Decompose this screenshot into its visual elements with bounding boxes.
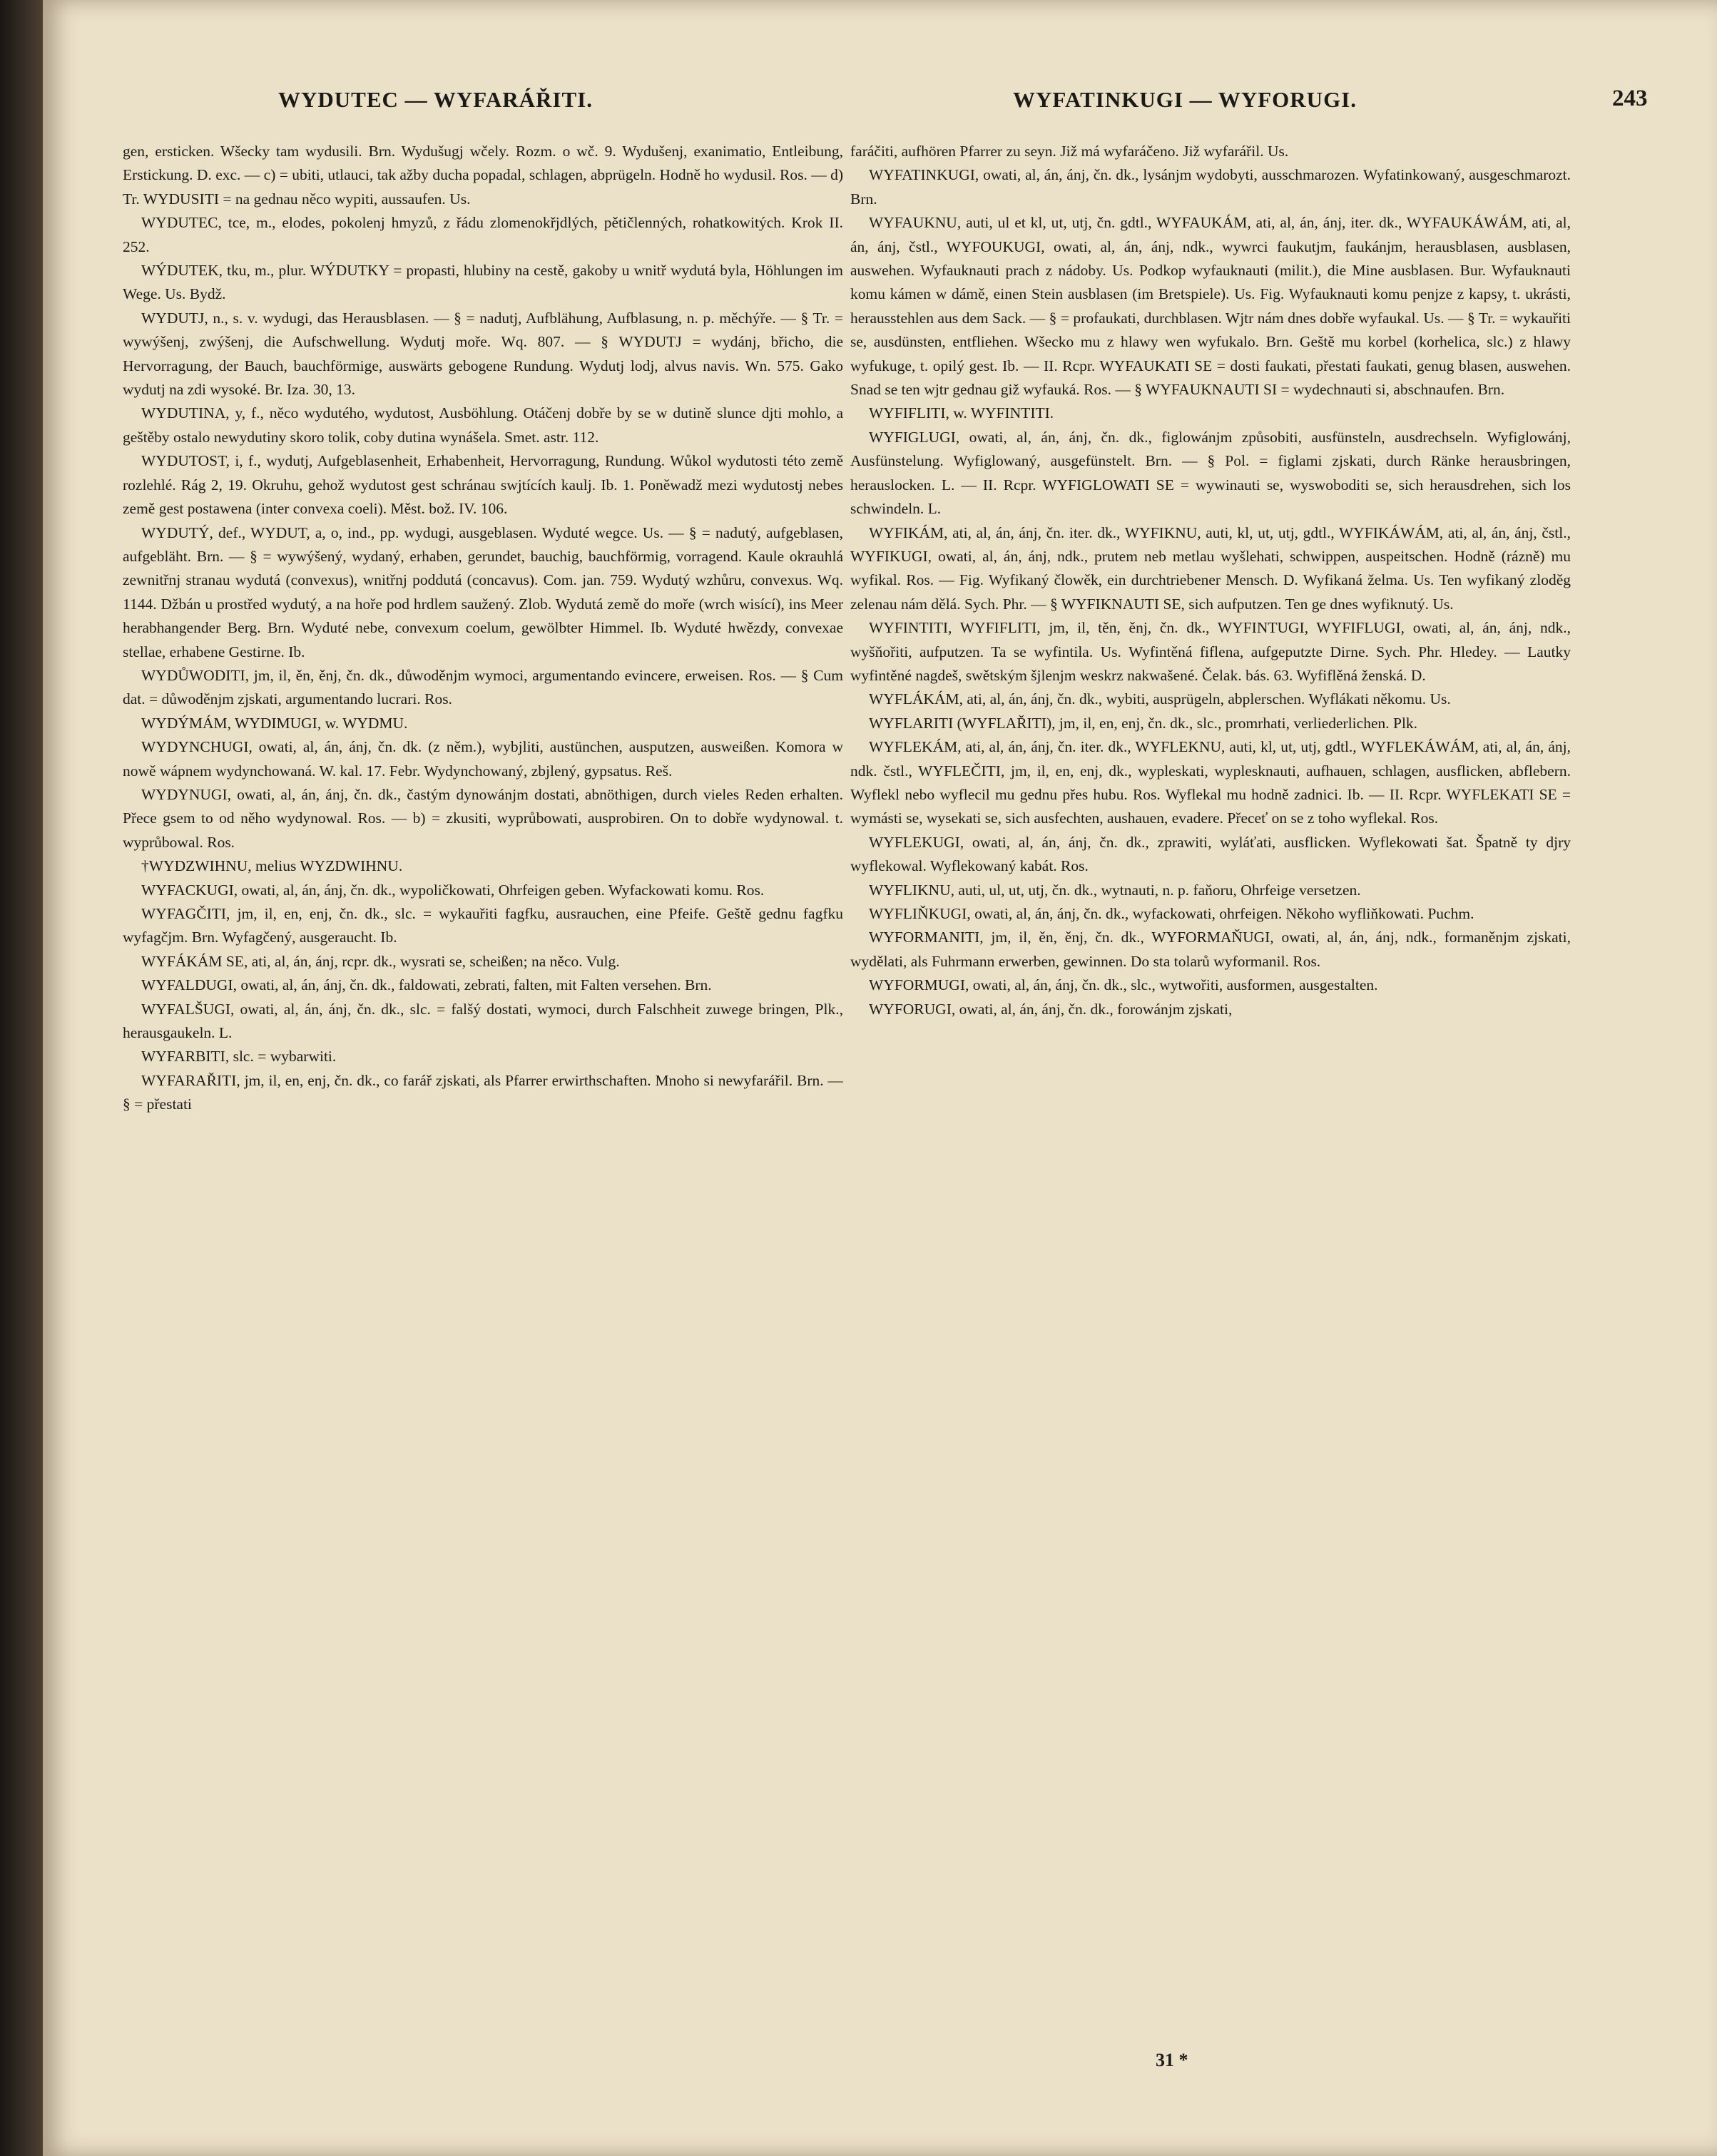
right-column [850, 140, 1571, 2051]
dictionary-entry: WYDUTINA, y, f., něco wydutého, wydutost, Ausböhlung. Otáčenj dobře by se w dutině slunce djti mohlo, a geštěby ostalo newydutiny skoro tolik, coby dutina wynášela. Smet. astr. 112. [123, 404, 843, 446]
dictionary-entry: WYFAUKNU, auti, ul et kl, ut, utj, čn. gdtl., WYFAUKÁM, ati, al, án, ánj, iter. dk., WYFAUKÁWÁM, ati, al, án, ánj, čstl., WYFOUKUGI, owati, al, án, ánj, ndk., wywrci faukutjm, faukánjm, herausblasen, ausblasen, auswehen. Wyfauknauti prach z nádoby. Us. Podkop wyfauknauti (milit.), die Mine ausblasen. Bur. Wyfauknauti komu kámen w dámě, einen Stein ausblasen (im Bretspiele). Us. Fig. Wyfauknauti komu penjze z kapsy, t. ukrásti, herausstehlen aus dem Sack. — § = profaukati, durchblasen. Wjtr nám dnes dobře wyfaukal. Us. — § Tr. = wykauřiti se, ausdünsten, entfliehen. Wšecko mu z hlawy wen wyfukalo. Brn. Geště mu korbel (korhelica, slc.) z hlawy wyfukuge, t. opilý gest. Ib. — II. Rcpr. WYFAUKATI SE = dosti faukati, přestati faukati, genug blasen, auswehen. Snad se ten wjtr gednau giž wyfauká. Ros. — § WYFAUKNAUTI SI = wydechnauti si, abschnaufen. Brn. [850, 214, 1571, 399]
dictionary-entry: WYFLIŇKUGI, owati, al, án, ánj, čn. dk., wyfackowati, ohrfeigen. Někoho wyfliňkowati. Puchm. [869, 905, 1474, 922]
dictionary-entry: WYFLIKNU, auti, ul, ut, utj, čn. dk., wytnauti, n. p. faňoru, Ohrfeige versetzen. [869, 881, 1361, 899]
running-header [43, 78, 1717, 121]
dictionary-entry: WYFACKUGI, owati, al, án, ánj, čn. dk., wypoličkowati, Ohrfeigen geben. Wyfackowati komu. Ros. [141, 881, 765, 899]
dictionary-entry: WYFLEKÁM, ati, al, án, ánj, čn. iter. dk., WYFLEKNU, auti, kl, ut, utj, gdtl., WYFLEKÁWÁM, ati, al, án, ánj, ndk. čstl., WYFLEČITI, jm, il, en, enj, dk., wypleskati, wyplesknauti, aufhauen, schlagen, ausflicken, abflebern. Wyflekl nebo wyflecil mu gednu přes hubu. Ros. Wyflekal mu hodně zadnici. Ib. — II. Rcpr. WYFLEKATI SE = wymásti se, wysekati se, sich ausfechten, aushauen, evadere. Přeceť on se z toho wyflekal. Ros. [850, 738, 1571, 827]
signature-mark: 31 * [1156, 2050, 1188, 2070]
dictionary-entry: WYDYNCHUGI, owati, al, án, ánj, čn. dk. (z něm.), wybjliti, austünchen, ausputzen, ausweißen. Komora w nowě wápnem wydynchowaná. W. kal. 17. Febr. Wydynchowaný, zbjlený, gypsatus. Reš. [123, 738, 843, 780]
dictionary-entry: WYDUTOST, i, f., wydutj, Aufgeblasenheit, Erhabenheit, Hervorragung, Rundung. Wůkol wydutosti této země rozlehlé. Rág 2, 19. Okruhu, gehož wydutost gest schránau swjtících kaulj. Ib. 1. Poněwadž mezi wydutostj nebes země gest postawena (inter convexa coeli). Měst. bož. IV. 106. [123, 452, 843, 518]
dictionary-entry: WYFORMANITI, jm, il, ěn, ěnj, čn. dk., WYFORMAŇUGI, owati, al, án, ánj, ndk., formaněnjm zjskati, wydělati, als Fuhrmann erwerben, gewinnen. Do sta tolarů wyformanil. Ros. [850, 929, 1571, 970]
dictionary-entry: WYDYNUGI, owati, al, án, ánj, čn. dk., častým dynowánjm dostati, abnöthigen, durch vieles Reden erhalten. Přece gsem to od něho wydynowal. Ros. — b) = zkusiti, wyprůbowati, ausprobiren. On to dobře wydynowal. t. wyprůbowal. Ros. [123, 785, 843, 851]
dictionary-entry: WYDÝMÁM, WYDIMUGI, w. WYDMU. [141, 714, 408, 732]
dictionary-entry: WYFÁKÁM SE, ati, al, án, ánj, rcpr. dk., wysrati se, scheißen; na něco. Vulg. [141, 952, 620, 970]
dictionary-entry: WYFALDUGI, owati, al, án, ánj, čn. dk., faldowati, zebrati, falten, mit Falten versehen. Brn. [141, 976, 712, 994]
dictionary-entry: WYFAGČITI, jm, il, en, enj, čn. dk., slc. = wykauřiti fagfku, ausrauchen, eine Pfeife. Geště gednu fagfku wyfagčjm. Brn. Wyfagčený, ausgeraucht. Ib. [123, 905, 843, 946]
dictionary-entry: WYFARBITI, slc. = wybarwiti. [141, 1048, 337, 1066]
dictionary-entry: WYFORUGI, owati, al, án, ánj, čn. dk., forowánjm zjskati, [869, 1000, 1233, 1018]
dictionary-entry: faráčiti, aufhören Pfarrer zu seyn. Již má wyfaráčeno. Již wyfarářil. Us. [850, 143, 1289, 160]
dictionary-entry: gen, ersticken. Wšecky tam wydusili. Brn. Wydušugj wčely. Rozm. o wč. 9. Wydušenj, exanimatio, Entleibung, Erstickung. D. exc. — c) = ubiti, utlauci, tak ažby ducha popadal, schlagen, abprügeln. Hodně ho wydusil. Ros. — d) Tr. WYDUSITI = na gednau něco wypiti, aussaufen. Us. [123, 143, 843, 208]
dictionary-entry: WYFORMUGI, owati, al, án, ánj, čn. dk., slc., wytwořiti, ausformen, ausgestalten. [869, 976, 1378, 994]
dictionary-entry: WYFINTITI, WYFIFLITI, jm, il, těn, ěnj, čn. dk., WYFINTUGI, WYFIFLUGI, owati, al, án, ánj, ndk., wyšňořiti, aufputzen. Ta se wyfintila. Us. Wyfintěná fiflena, aufgeputzte Dirne. Sych. Phr. Hledey. — Lautky wyfintěné nagdeš, swětským šjlenjm weskrz nakwašené. Čelak. bás. 63. Wyfiflěná ženská. D. [850, 619, 1571, 684]
dictionary-entry: †WYDZWIHNU, melius WYZDWIHNU. [141, 857, 403, 875]
dictionary-entry: WYFIFLITI, w. WYFINTITI. [869, 404, 1054, 422]
dictionary-entry: WYDUTÝ, def., WYDUT, a, o, ind., pp. wydugi, ausgeblasen. Wyduté wegce. Us. — § = nadutý, aufgeblasen, aufgebläht. Brn. — § = wywýšený, wydaný, erhaben, gerundet, bauchig, bauchförmig, vorragend. Kaule okrauhlá zewnitřnj stranau wydutá (convexus), wnitřnj poddutá (concavus). Com. jan. 759. Wydutý wzhůru, convexus. Wq. 1144. Džbán u prostřed wydutý, a na hoře pod hrdlem saužený. Zlob. Wydutá země do moře (wrch wisící), ins Meer herabhangender Berg. Brn. Wyduté nebe, convexum coelum, gewölbter Himmel. Ib. Wyduté hwězdy, convexae stellae, erhabene Gestirne. Ib. [123, 523, 843, 660]
dictionary-entry: WYFLEKUGI, owati, al, án, ánj, čn. dk., zprawiti, wyláťati, ausflicken. Wyflekowati šat. Špatně ty djry wyflekowal. Wyflekowaný kabát. Ros. [850, 833, 1571, 875]
dictionary-entry: WÝDUTEK, tku, m., plur. WÝDUTKY = propasti, hlubiny na cestě, gakoby u wnitř wydutá byla, Höhlungen im Wege. Us. Bydž. [123, 262, 843, 303]
dictionary-entry: WYFALŠUGI, owati, al, án, ánj, čn. dk., slc. = falšý dostati, wymoci, durch Falschheit zuwege bringen, Plk., herausgaukeln. L. [123, 1000, 843, 1042]
dictionary-entry: WYFLARITI (WYFLAŘITI), jm, il, en, enj, čn. dk., slc., promrhati, verliederlichen. Plk. [869, 714, 1418, 732]
dictionary-page [43, 0, 1717, 2156]
header-left-title: WYDUTEC — WYFARÁŘITI. [278, 87, 593, 112]
dictionary-entry: WYFARAŘITI, jm, il, en, enj, čn. dk., co farář zjskati, als Pfarrer erwirthschaften. Mnoho si newyfarářil. Brn. — § = přestati [123, 1071, 843, 1113]
dictionary-entry: WYDŮWODITI, jm, il, ěn, ěnj, čn. dk., důwoděnjm wymoci, argumentando evincere, erweisen. Ros. — § Cum dat. = důwoděnjm zjskati, argumentando lucrari. Ros. [123, 666, 843, 708]
dictionary-entry: WYFLÁKÁM, ati, al, án, ánj, čn. dk., wybiti, ausprügeln, abplerschen. Wyflákati někomu. Us. [869, 690, 1451, 708]
dictionary-entry: WYDUTJ, n., s. v. wydugi, das Herausblasen. — § = nadutj, Aufblähung, Aufblasung, n. p. měchýře. — § Tr. = wywýšenj, zwýšenj, die Aufschwellung. Wydutj moře. Wq. 807. — § WYDUTJ = wydánj, břicho, die Hervorragung, der Bauch, bauchförmige, auswärts gebogene Rundung. Wydutj lodj, alvus navis. Wn. 575. Gako wydutj na zdi wysoké. Br. Iza. 30, 13. [123, 309, 843, 399]
header-right-title: WYFATINKUGI — WYFORUGI. [1013, 87, 1357, 112]
dictionary-entry: WYFIGLUGI, owati, al, án, ánj, čn. dk., figlowánjm způsobiti, ausfünsteln, ausdrechseln. Wyfiglowánj, Ausfünstelung. Wyfiglowaný, ausgefünstelt. Brn. — § Pol. = figlami zjskati, durch Ränke herausbringen, herauslocken. L. — II. Rcpr. WYFIGLOWATI SE = wywinauti se, wyswoboditi se, sich herausdrehen, sich los schwindeln. L. [850, 428, 1571, 518]
left-column [123, 140, 843, 2051]
page-number: 243 [1612, 86, 1648, 111]
dictionary-entry: WYDUTEC, tce, m., elodes, pokolenj hmyzů, z řádu zlomenokřjdlých, pětičlenných, rohatkowitých. Krok II. 252. [123, 214, 843, 255]
dictionary-entry: WYFATINKUGI, owati, al, án, ánj, čn. dk., lysánjm wydobyti, ausschmarozen. Wyfatinkowaný, ausgeschmarozt. Brn. [850, 166, 1571, 208]
dictionary-entry: WYFIKÁM, ati, al, án, ánj, čn. iter. dk., WYFIKNU, auti, kl, ut, utj, gdtl., WYFIKÁWÁM, ati, al, án, ánj, čstl., WYFIKUGI, owati, al, án, ánj, ndk., prutem neb metlau wyšlehati, schwippen, auspeitschen. Hodně (rázně) mu wyfikal. Ros. — Fig. Wyfikaný člowěk, ein durchtriebener Mensch. D. Wyfikaná želma. Us. Ten wyfikaný zloděg zelenau nám dělá. Sych. Phr. — § WYFIKNAUTI SE, sich aufputzen. Ten ge dnes wyfiknutý. Us. [850, 523, 1571, 613]
